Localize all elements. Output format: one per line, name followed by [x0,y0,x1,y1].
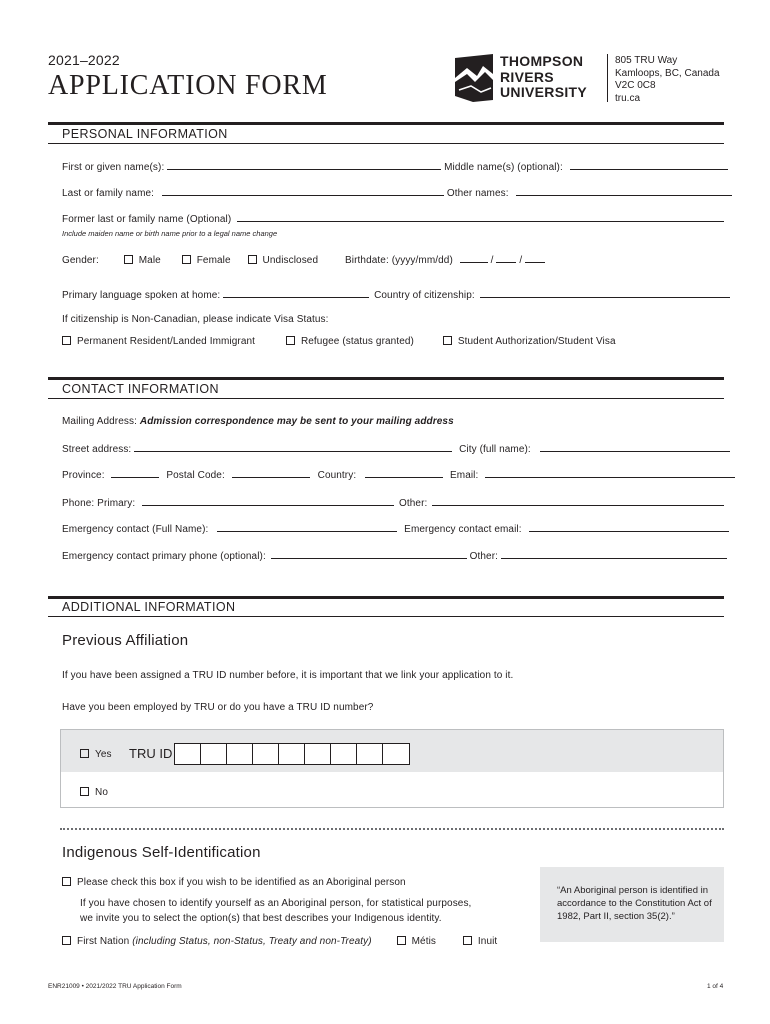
no-option [80,787,108,798]
no-checkbox[interactable] [80,787,89,796]
first-nation-checkbox[interactable] [62,936,71,945]
inuit-label: Inuit [477,936,498,947]
university-name [500,54,587,101]
yes-option [80,749,112,760]
page-number: 1 of 4 [707,983,724,990]
province-field[interactable] [111,468,159,478]
mailing-note: Admission correspondence may be sent to your mailing address [139,416,454,427]
section-rule [48,122,724,125]
tru-id-digit-box[interactable] [305,744,331,764]
aboriginal-definition-text: “An Aboriginal person is identified in accordance to the Constitution Act of 1982, Part II, section 35(2).” [557,885,712,922]
mailing-label: Mailing Address: [62,416,137,427]
phone-field[interactable] [142,496,394,506]
emergency-other-label: Other: [469,551,499,562]
other-phone-field[interactable] [432,496,724,506]
section-heading-additional: ADDITIONAL INFORMATION [62,600,236,614]
tru-id-digit-box[interactable] [331,744,357,764]
header-divider [607,54,608,102]
mailing-row [62,416,454,427]
other-names-field[interactable] [516,186,732,196]
last-name-row [62,186,732,199]
metis-label: Métis [411,936,437,947]
yes-checkbox[interactable] [80,749,89,758]
postal-label: Postal Code: [166,470,225,481]
section-underline [48,143,724,144]
emergency-name-field[interactable] [217,522,397,532]
indigenous-text-2: we invite you to select the option(s) that best describes your Indigenous identity. [80,913,442,924]
former-name-row [62,212,724,225]
tru-id-digit-box[interactable] [357,744,383,764]
visa-student-label: Student Authorization/Student Visa [457,336,616,347]
emergency-email-label: Emergency contact email: [404,524,522,535]
university-address [615,55,720,105]
emergency-phone-label: Emergency contact primary phone (optional): [62,551,266,562]
first-name-label: First or given name(s): [62,162,165,173]
section-heading-personal: PERSONAL INFORMATION [62,127,228,141]
visa-refugee-checkbox[interactable] [286,336,295,345]
primary-language-label: Primary language spoken at home: [62,290,221,301]
previous-affiliation-title: Previous Affiliation [62,632,189,649]
former-name-note: Include maiden name or birth name prior to a legal name change [62,229,278,238]
postal-field[interactable] [232,468,310,478]
province-row [62,468,735,481]
birth-day-field[interactable] [525,253,545,263]
page-title: APPLICATION FORM [48,70,328,101]
indigenous-options-row [62,936,497,947]
birth-year-field[interactable] [460,253,488,263]
logo-line-2: RIVERS [500,68,554,85]
gender-label: Gender: [62,255,99,266]
gender-undisclosed-label: Undisclosed [262,255,319,266]
visa-refugee-label: Refugee (status granted) [300,336,414,347]
gender-female-checkbox[interactable] [182,255,191,264]
gender-female-label: Female [196,255,231,266]
visa-student-checkbox[interactable] [443,336,452,345]
section-heading-contact: CONTACT INFORMATION [62,382,219,396]
visa-permanent-checkbox[interactable] [62,336,71,345]
gender-male-checkbox[interactable] [124,255,133,264]
section-rule [48,596,724,599]
emergency-phone-row [62,549,727,562]
first-name-field[interactable] [167,160,441,170]
phone-label: Phone: Primary: [62,498,136,509]
visa-options-row [62,336,616,347]
email-label: Email: [450,470,479,481]
former-name-field[interactable] [237,212,724,222]
city-label: City (full name): [459,444,531,455]
country-label: Country: [317,470,357,481]
language-row [62,288,730,301]
first-nation-note: (including Status, non-Status, Treaty and non-Treaty) [132,936,372,947]
street-label: Street address: [62,444,132,455]
yes-label: Yes [95,749,112,760]
former-name-label: Former last or family name (Optional) [62,214,232,225]
address-line: Kamloops, BC, Canada [615,67,720,79]
first-nation-label: First Nation [77,936,130,947]
affiliation-text: If you have been assigned a TRU ID number before, it is important that we link your application to it. [62,670,514,681]
tru-id-digit-box[interactable] [279,744,305,764]
last-name-field[interactable] [162,186,444,196]
birth-month-field[interactable] [496,253,516,263]
emergency-phone-field[interactable] [271,549,467,559]
tru-id-digit-box[interactable] [175,744,201,764]
gender-male-label: Male [138,255,161,266]
phone-row [62,496,724,509]
middle-name-field[interactable] [570,160,728,170]
logo-line-1: THOMPSON [500,53,584,69]
tru-id-digit-box[interactable] [383,744,409,764]
citizenship-label: Country of citizenship: [374,290,475,301]
emergency-contact-row [62,522,729,535]
emergency-name-label: Emergency contact (Full Name): [62,524,209,535]
no-label: No [95,787,108,798]
tru-id-box-lower [61,772,723,807]
aboriginal-label: Please check this box if you wish to be identified as an Aboriginal person [77,877,406,888]
tru-id-digit-box[interactable] [201,744,227,764]
affiliation-question: Have you been employed by TRU or do you have a TRU ID number? [62,702,374,713]
other-phone-label: Other: [398,498,428,509]
citizenship-field[interactable] [480,288,730,298]
indigenous-title: Indigenous Self-Identification [62,844,261,861]
section-rule [48,377,724,380]
street-row [62,442,730,455]
aboriginal-checkbox[interactable] [62,877,71,886]
address-line: 805 TRU Way [615,55,678,66]
middle-name-label: Middle name(s) (optional): [444,162,563,173]
tru-id-label: TRU ID [129,746,173,761]
emergency-email-field[interactable] [529,522,729,532]
tru-id-digit-box[interactable] [253,744,279,764]
form-year: 2021–2022 [48,52,120,68]
gender-undisclosed-checkbox[interactable] [248,255,257,264]
last-name-label: Last or family name: [62,188,155,199]
logo-line-3: UNIVERSITY [500,84,588,100]
section-underline [48,616,724,617]
indigenous-text-1: If you have chosen to identify yourself as an Aboriginal person, for statistical purposes, [80,898,472,909]
indigenous-check-row [62,877,406,888]
dotted-divider [60,828,724,830]
primary-language-field[interactable] [223,288,369,298]
emergency-other-field[interactable] [501,549,727,559]
tru-id-input-grid[interactable] [174,743,410,765]
inuit-checkbox[interactable] [463,936,472,945]
country-field[interactable] [365,468,443,478]
province-label: Province: [62,470,105,481]
tru-id-digit-box[interactable] [227,744,253,764]
footer-form-code: ENR21009 • 2021/2022 TRU Application Form [48,983,182,990]
birthdate-label: Birthdate: (yyyy/mm/dd) [345,255,453,266]
section-underline [48,398,724,399]
address-line: V2C 0C8 [615,80,656,91]
first-name-row [62,160,728,173]
street-field[interactable] [134,442,452,452]
city-field[interactable] [540,442,730,452]
email-field[interactable] [485,468,735,478]
metis-checkbox[interactable] [397,936,406,945]
visa-permanent-label: Permanent Resident/Landed Immigrant [77,336,256,347]
address-link[interactable]: tru.ca [615,92,641,104]
other-names-label: Other names: [446,188,509,199]
gender-row: Gender: Male Female Undisclosed Birthdate: (yyyy/mm/dd) / / [62,253,545,266]
visa-prompt: If citizenship is Non-Canadian, please indicate Visa Status: [62,314,329,325]
